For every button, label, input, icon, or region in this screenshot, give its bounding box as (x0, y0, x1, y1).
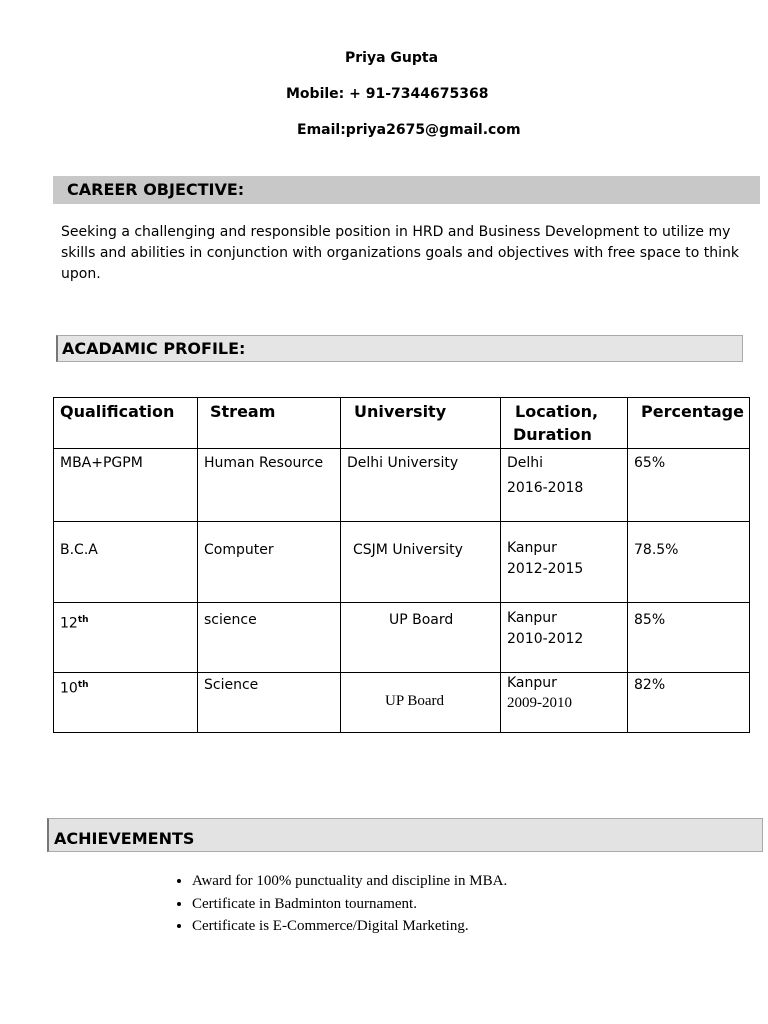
list-item: • Certificate is E-Commerce/Digital Marketing. (192, 915, 507, 938)
location-duration-cell (501, 522, 628, 603)
achievements-title: ACHIEVEMENTS (54, 829, 195, 848)
qualification-cell (54, 603, 198, 673)
location-text: Kanpur (507, 540, 557, 556)
column-header-university: University (341, 398, 501, 449)
university-cell: UP Board (341, 673, 501, 733)
list-item: • Award for 100% punctuality and discipline in MBA. (192, 870, 507, 893)
table-row (54, 603, 750, 673)
percentage-cell: 85% (628, 603, 750, 673)
qualification-text: 10 (60, 680, 78, 697)
table-row (54, 449, 750, 522)
achievements-heading (47, 818, 763, 852)
academic-profile-heading (56, 335, 743, 362)
column-header-stream: Stream (198, 398, 341, 449)
location-duration-cell (501, 673, 628, 733)
column-header-qualification: Qualification (54, 398, 198, 449)
duration-text: 2012-2015 (507, 561, 584, 577)
column-header-location-duration (501, 398, 628, 449)
qualification-cell: B.C.A (54, 522, 198, 603)
career-objective-title: CAREER OBJECTIVE: (67, 180, 245, 199)
qualification-suffix: th (77, 615, 89, 625)
location-text: Kanpur (507, 675, 557, 691)
table-row (54, 522, 750, 603)
university-cell: UP Board (341, 603, 501, 673)
duration-text: 2009-2010 (507, 695, 572, 711)
career-objective-heading (53, 176, 760, 204)
list-item: • Certificate in Badminton tournament. (192, 893, 507, 916)
candidate-name: Priya Gupta (345, 50, 439, 66)
academic-profile-title: ACADAMIC PROFILE: (62, 339, 246, 358)
column-header-percentage: Percentage (628, 398, 750, 449)
percentage-cell: 78.5% (628, 522, 750, 603)
career-objective-text: Seeking a challenging and responsible position in HRD and Business Development to utilize my skills and abilities in conjunction with organizations goals and objectives with free space to think upon. (61, 224, 739, 282)
percentage-cell: 82% (628, 673, 750, 733)
university-cell: CSJM University (341, 522, 501, 603)
mobile-number: Mobile: + 91-7344675368 (286, 86, 489, 102)
stream-cell: Science (198, 673, 341, 733)
location-text: Delhi (507, 455, 544, 471)
location-duration-cell (501, 603, 628, 673)
qualification-suffix: th (77, 680, 89, 690)
duration-text: 2010-2012 (507, 631, 584, 647)
university-cell: Delhi University (341, 449, 501, 522)
stream-cell: Human Resource (198, 449, 341, 522)
academic-table (53, 397, 750, 733)
qualification-cell: MBA+PGPM (54, 449, 198, 522)
table-header-row (54, 398, 750, 449)
percentage-cell: 65% (628, 449, 750, 522)
location-header-label: Location, (515, 402, 599, 421)
duration-text: 2016-2018 (507, 480, 584, 496)
location-duration-cell (501, 449, 628, 522)
email-address: Email:priya2675@gmail.com (297, 122, 521, 138)
achievements-list (150, 870, 507, 938)
stream-cell: science (198, 603, 341, 673)
duration-header-label: Duration (513, 425, 592, 444)
table-row (54, 673, 750, 733)
location-text: Kanpur (507, 610, 557, 626)
qualification-text: 12 (60, 615, 78, 632)
qualification-cell (54, 673, 198, 733)
stream-cell: Computer (198, 522, 341, 603)
